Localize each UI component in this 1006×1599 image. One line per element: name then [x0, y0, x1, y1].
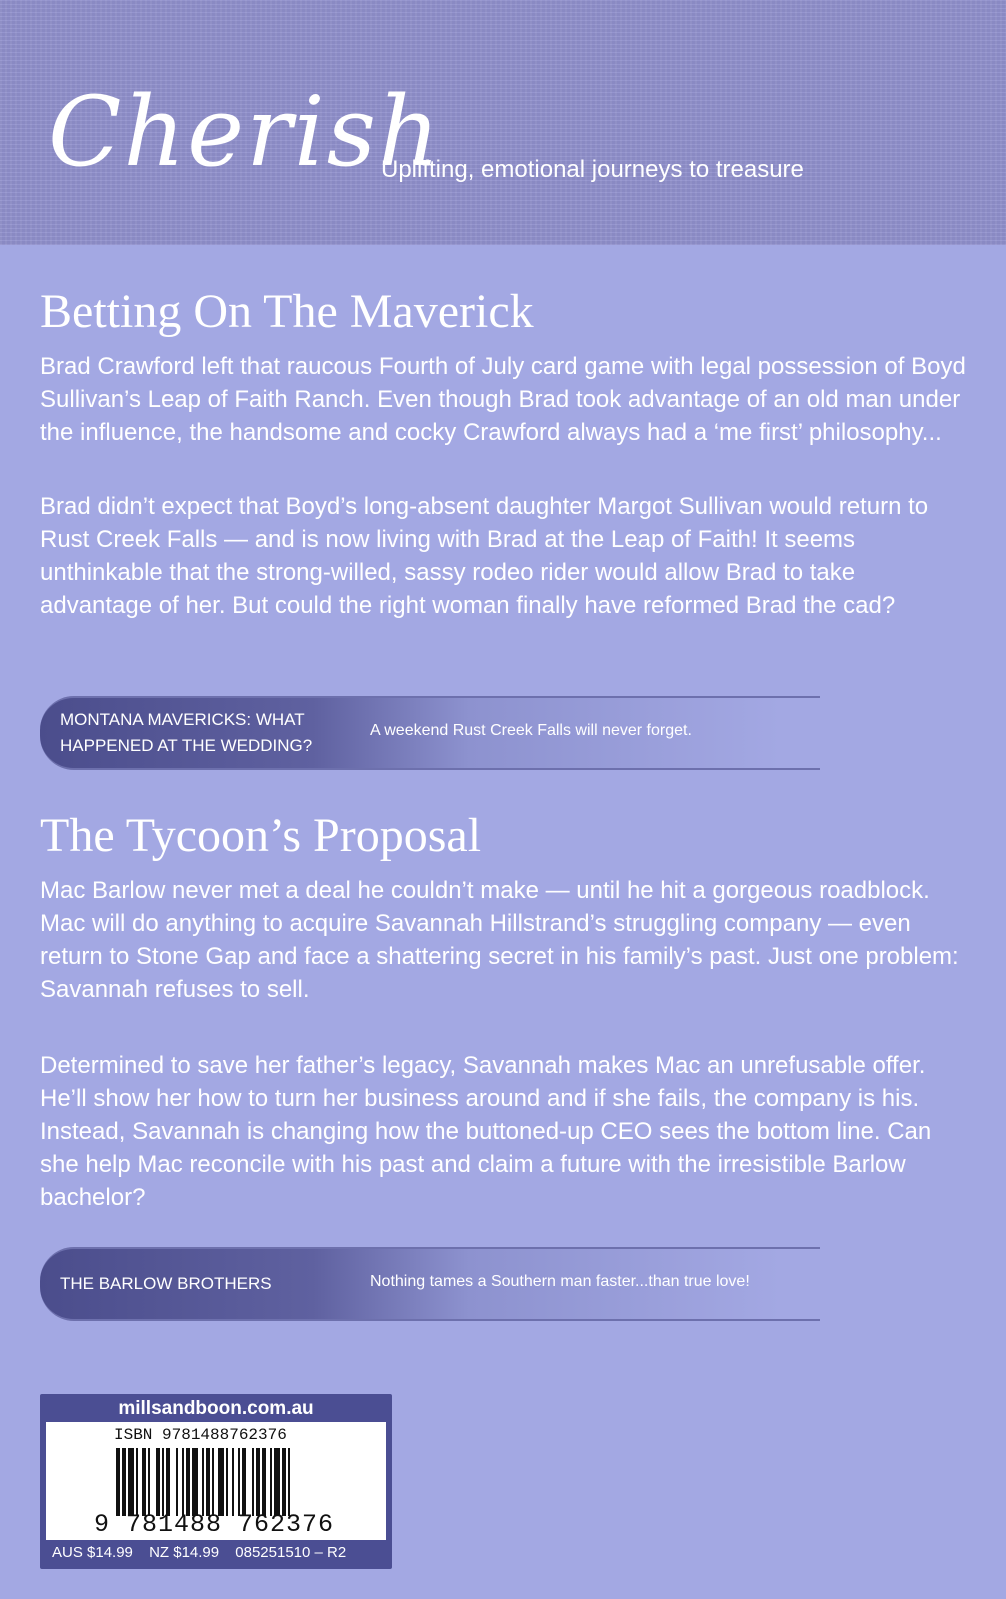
barcode-bar — [182, 1448, 184, 1516]
barcode-bar — [148, 1448, 150, 1516]
barcode-bar — [202, 1448, 204, 1516]
series-name: THE BARLOW BROTHERS — [60, 1274, 272, 1293]
barcode-bar — [288, 1448, 290, 1516]
website-link[interactable]: millsandboon.com.au — [118, 1398, 314, 1419]
barcode-bar — [282, 1448, 286, 1516]
barcode-digits: 9 781488 762376 — [94, 1510, 335, 1539]
barcode-bar — [226, 1448, 228, 1516]
book-2-paragraph-2: Determined to save her father’s legacy, Savannah makes Mac an unrefusable offer. He’ll show her how to turn her business around and if she fails, the company is his. Instead, Savannah is changing how the buttoned-up CEO sees the bottom line. Can she help Mac reconcile with his past and claim a future with the irresistible Barlow bachelor? — [40, 1052, 932, 1211]
barcode-bar — [252, 1448, 254, 1516]
book-2-paragraph-1: Mac Barlow never met a deal he couldn’t make — until he hit a gorgeous roadblock. Mac will do anything to acquire Savannah Hillstrand’s struggling company — even return to Stone Gap and face a shattering secret in his family’s past. Just one problem: Savannah refuses to sell. — [40, 877, 959, 1003]
barcode-bar — [162, 1448, 164, 1516]
cover-header — [0, 0, 1006, 245]
barcode-box — [40, 1394, 392, 1569]
barcode-bar — [270, 1448, 272, 1516]
series-band-1 — [40, 696, 820, 770]
product-code: 085251510 – R2 — [235, 1544, 347, 1561]
barcode-bar — [128, 1448, 134, 1516]
barcode-bar — [116, 1448, 120, 1516]
book-title-2: The Tycoon’s Proposal — [40, 809, 482, 862]
series-name: MONTANA MAVERICKS: WHAT HAPPENED AT THE WEDDING? — [60, 710, 313, 755]
series-slogan: Nothing tames a Southern man faster...than true love! — [370, 1273, 750, 1290]
barcode-panel — [46, 1422, 386, 1540]
barcode-bar — [206, 1448, 210, 1516]
barcode-bar — [242, 1448, 246, 1516]
brand-logo: Cherish — [48, 76, 442, 188]
barcode-bar — [238, 1448, 240, 1516]
barcode-bar — [156, 1448, 160, 1516]
barcode-bar — [142, 1448, 146, 1516]
barcode-bar — [192, 1448, 198, 1516]
book-1-paragraph-2: Brad didn’t expect that Boyd’s long-absent daughter Margot Sullivan would return to Rust Creek Falls — and is now living with Brad at the Leap of Faith! It seems unthinkable that the strong-willed, sassy rodeo rider would allow Brad to take advantage of her. But could the right woman finally have reformed Brad the cad? — [40, 493, 929, 619]
barcode-bar — [256, 1448, 260, 1516]
price-aus: AUS $14.99 — [52, 1544, 133, 1561]
barcode-bar — [262, 1448, 266, 1516]
barcode-bar — [218, 1448, 224, 1516]
book-1-paragraph-1: Brad Crawford left that raucous Fourth of July card game with legal possession of Boyd Sullivan’s Leap of Faith Ranch. Even though Brad took advantage of an old man under the influence, the handsome and cocky Crawford always had a ‘me first’ philosophy... — [40, 353, 966, 446]
series-slogan: A weekend Rust Creek Falls will never forget. — [370, 722, 692, 739]
tagline: Uplifting, emotional journeys to treasure — [381, 156, 804, 183]
series-band-2 — [40, 1247, 820, 1321]
barcode-bar — [212, 1448, 214, 1516]
barcode-bar — [176, 1448, 178, 1516]
barcode-bar — [122, 1448, 126, 1516]
barcode-bar — [166, 1448, 170, 1516]
book-title-1: Betting On The Maverick — [40, 285, 534, 338]
isbn-label: ISBN 9781488762376 — [114, 1426, 287, 1444]
barcode-bar — [274, 1448, 280, 1516]
price-nz: NZ $14.99 — [149, 1544, 220, 1561]
barcode-bar — [136, 1448, 138, 1516]
barcode-bar — [186, 1448, 190, 1516]
barcode-bar — [232, 1448, 234, 1516]
barcode-bars — [116, 1448, 356, 1516]
price-row — [52, 1544, 392, 1561]
